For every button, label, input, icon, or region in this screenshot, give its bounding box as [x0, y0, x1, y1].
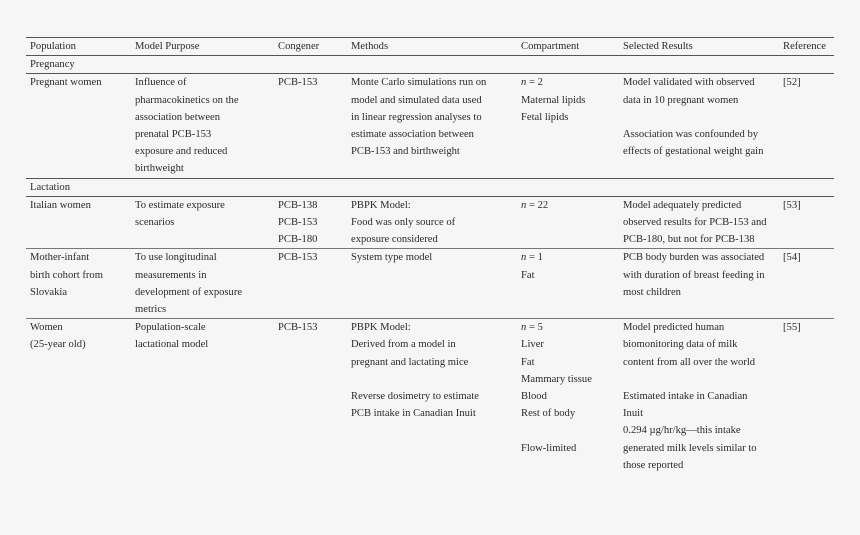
cell-congener: PCB-153: [278, 252, 318, 264]
cell-population: Italian women: [30, 199, 91, 211]
cell-compartment: n = 2 Maternal lipids Fetal lipids: [521, 77, 586, 123]
cell-congener: PCB-153: [278, 322, 318, 334]
cell-selected-results: Model predicted human biomonitoring data of milk content from all over the world Estimated intake in Canadian Inuit 0.294 µg/hr/kg—this intake generated milk levels similar to those reported: [623, 322, 757, 471]
header-reference: Reference: [783, 41, 826, 52]
cell-selected-results: Model validated with observed data in 10 pregnant women Association was confounded by effects of gestational weight gain: [623, 77, 764, 158]
header-congener: Congener: [278, 41, 320, 52]
cell-methods: PBPK Model: Derived from a model in pregnant and lactating mice Reverse dosimetry to estimate PCB intake in Canadian Inuit: [351, 322, 479, 420]
header-methods: Methods: [351, 41, 389, 52]
cell-congener: PCB-138 PCB-153 PCB-180: [278, 199, 318, 246]
cell-model-purpose: Population-scale lactational model: [135, 322, 209, 351]
pcb-model-table: [26, 37, 834, 474]
cell-selected-results: PCB body burden was associated with duration of breast feeding in most children: [623, 252, 765, 298]
cell-model-purpose: To use longitudinal measurements in development of exposure metrics: [135, 252, 243, 316]
cell-selected-results: Model adequately predicted observed results for PCB-153 and PCB-180, but not for PCB-138: [623, 199, 767, 246]
table-row: [26, 319, 834, 474]
header-population: Population: [30, 41, 76, 52]
cell-compartment: n = 5 Liver Fat Mammary tissue Blood Rest of body Flow-limited: [521, 322, 592, 454]
table-row: [26, 249, 834, 319]
section-row-pregnancy: [26, 56, 834, 74]
cell-reference: [55]: [783, 322, 801, 334]
cell-compartment: n = 1 Fat: [521, 252, 543, 281]
cell-reference: [52]: [783, 77, 801, 89]
cell-population: Mother-infant birth cohort from Slovakia: [30, 252, 103, 298]
cell-methods: System type model: [351, 252, 433, 264]
header-selected-results: Selected Results: [623, 41, 693, 52]
table-row: [26, 196, 834, 249]
cell-reference: [53]: [783, 199, 801, 211]
cell-population: Pregnant women: [30, 77, 102, 89]
cell-congener: PCB-153: [278, 77, 318, 89]
section-label-lactation: Lactation: [30, 181, 71, 193]
cell-compartment: n = 22: [521, 199, 549, 211]
section-label-pregnancy: Pregnancy: [30, 59, 75, 71]
section-row-lactation: [26, 178, 834, 196]
cell-model-purpose: Influence of pharmacokinetics on the association between prenatal PCB-153 exposure and reduced birthweight: [135, 77, 239, 175]
header-compartment: Compartment: [521, 41, 580, 52]
cell-reference: [54]: [783, 252, 801, 264]
header-row: [26, 38, 834, 56]
cell-model-purpose: To estimate exposure scenarios: [135, 199, 225, 229]
cell-methods: PBPK Model: Food was only source of exposure considered: [351, 199, 456, 246]
table-row: [26, 74, 834, 178]
header-model-purpose: Model Purpose: [135, 41, 200, 52]
cell-population: Women (25-year old): [30, 322, 86, 351]
cell-methods: Monte Carlo simulations run on model and simulated data used in linear regression analyses to estimate association between PCB-153 and birthweight: [351, 77, 487, 158]
